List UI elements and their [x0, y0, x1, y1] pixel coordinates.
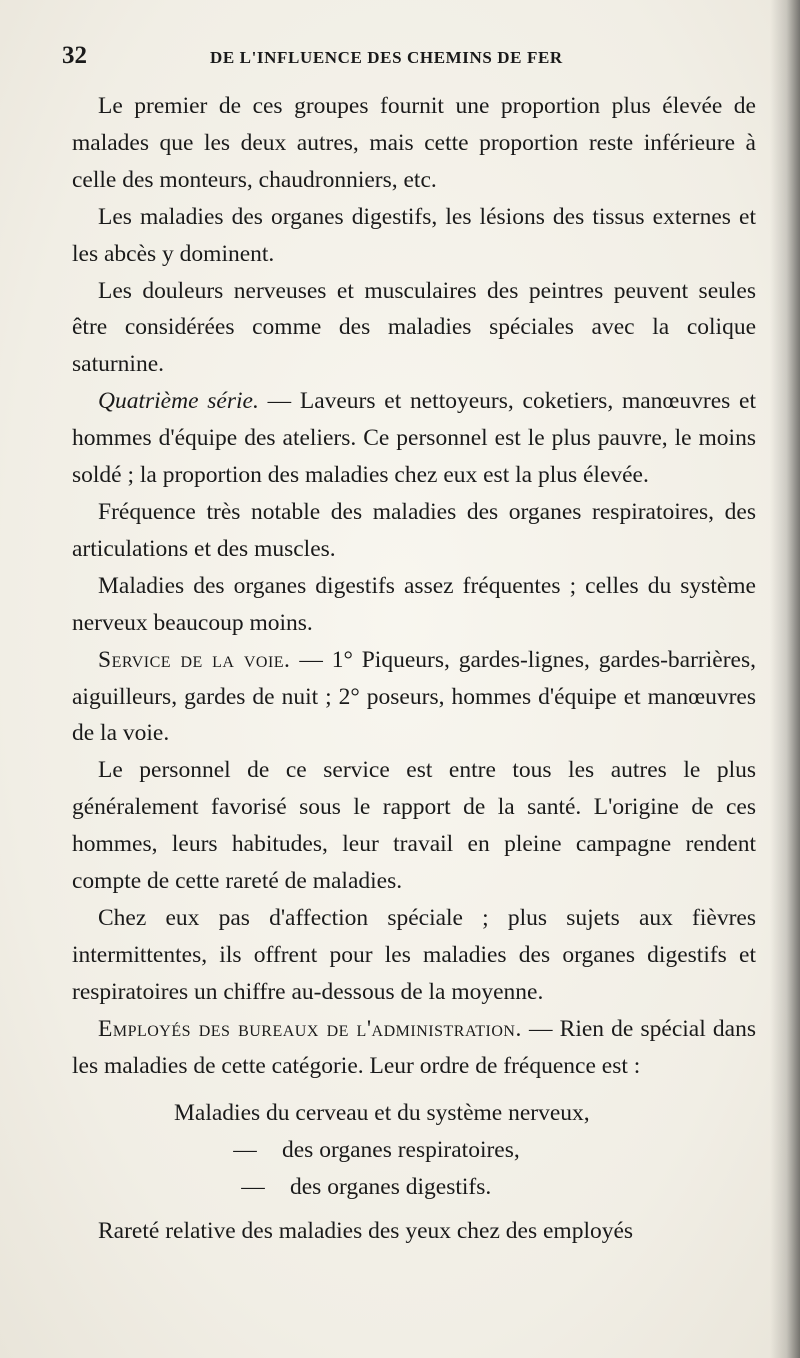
paragraph: Le personnel de ce service est entre tous les autres le plus généralement favorisé sous le rapport de la santé. L'origine de ces hommes, leurs habitudes, leur travail en pleine campagne rendent compte de cette rareté de maladies.: [72, 757, 756, 895]
paragraph: Maladies des organes digestifs assez fréquentes ; celles du système nerveux beaucoup moins.: [72, 572, 756, 636]
paragraph: Rareté relative des maladies des yeux chez des employés: [98, 1218, 634, 1245]
list-item: [174, 1132, 756, 1169]
paragraph: Fréquence très notable des maladies des organes respiratoires, des articulations et des muscles.: [72, 498, 756, 562]
paragraph: Les maladies des organes digestifs, les lésions des tissus externes et les abcès y dominent.: [72, 203, 756, 267]
list-item: [174, 1169, 756, 1206]
page-number: 32: [62, 42, 87, 69]
list-item-text: des organes digestifs.: [290, 1174, 492, 1201]
paragraph: [72, 642, 756, 753]
running-head: DE L'INFLUENCE DES CHEMINS DE FER: [210, 48, 563, 67]
paragraph: [72, 383, 756, 494]
list-item: [174, 1095, 756, 1132]
list-dash: —: [233, 1137, 257, 1164]
paragraph: [72, 1011, 756, 1085]
list-item-text: des organes respiratoires,: [282, 1137, 520, 1164]
section-heading: Employés des bureaux de l'administration.: [98, 1015, 522, 1042]
paragraph: Les douleurs nerveuses et musculaires des peintres peuvent seules être considérées comme des maladies spéciales avec la colique saturnine.: [72, 277, 756, 378]
paragraph-text: — Rien de spécial dans les maladies de cette catégorie. Leur ordre de fréquence est :: [72, 1015, 756, 1079]
page-gutter-shadow: [770, 0, 800, 1358]
paragraph: Le premier de ces groupes fournit une proportion plus élevée de malades que les deux autres, mais cette proportion reste inférieure à celle des monteurs, chaudronniers, etc.: [72, 93, 756, 193]
list-item-text: Maladies du cerveau et du système nerveux,: [174, 1100, 590, 1127]
page-header: [62, 38, 742, 78]
section-heading: Service de la voie.: [98, 646, 291, 673]
page-body: [72, 88, 756, 1250]
paragraph-text: — Laveurs et nettoyeurs, coketiers, manœuvres et hommes d'équipe des ateliers. Ce personnel est le plus pauvre, le moins soldé ; la proportion des maladies chez eux est la plus élevée.: [72, 388, 757, 489]
section-heading: Quatrième série.: [98, 388, 259, 415]
paragraph: Chez eux pas d'affection spéciale ; plus sujets aux fièvres intermittentes, ils offrent pour les maladies des organes digestifs et respiratoires un chiffre au-dessous de la moyenne.: [72, 904, 756, 1005]
list-dash: —: [241, 1174, 265, 1201]
paragraph-text: — 1° Piqueurs, gardes-lignes, gardes-barrières, aiguilleurs, gardes de nuit ; 2° poseurs, hommes d'équipe et manœuvres de la voie.: [72, 646, 756, 747]
frequency-list: [72, 1095, 756, 1206]
